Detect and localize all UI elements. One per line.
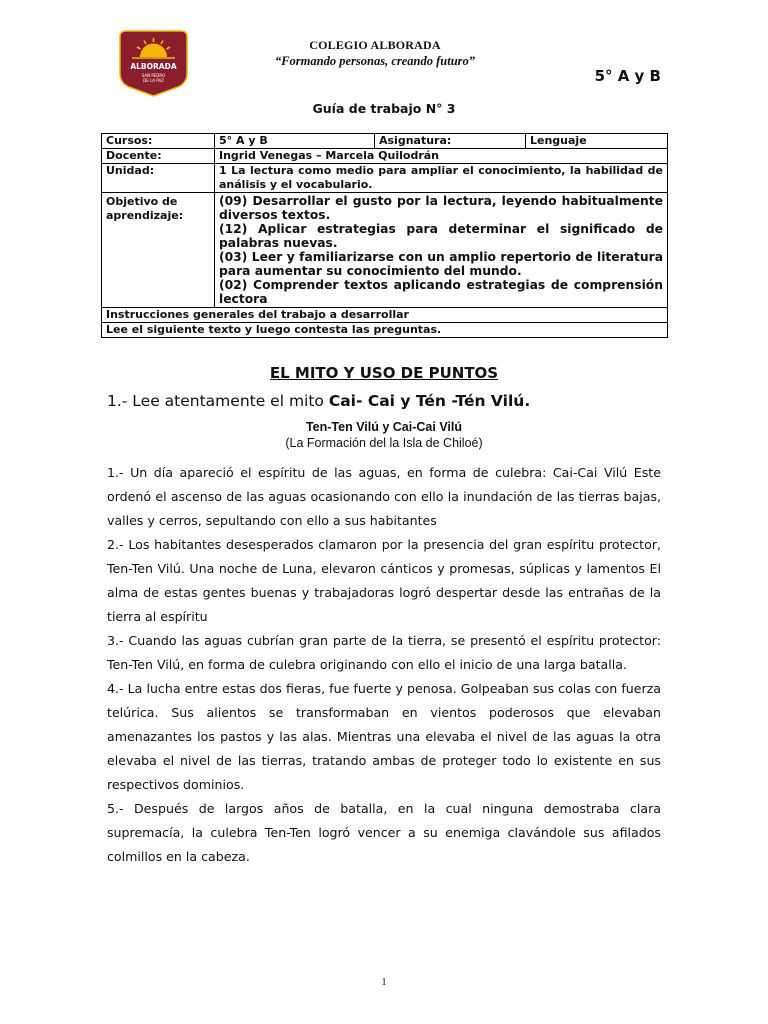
story-paragraph: 4.- La lucha entre estas dos fieras, fue fuerte y penosa. Golpeaban sus colas con fuerza telúrica. Sus alientos se transformaban en vientos poderosos que elevaban amenazantes los pastos y las alas. Mientras una elevaba el nivel de las aguas la otra elevaba el nivel de las tierras, tratando ambas de proteger todo lo existente en sus respectivos dominios. (107, 681, 661, 792)
svg-text:DE LA PAZ: DE LA PAZ (143, 78, 164, 83)
main-title: EL MITO Y USO DE PUNTOS (269, 364, 499, 382)
instruction-text: 1.- Lee atentamente el mito (107, 392, 329, 410)
story-body (107, 461, 661, 869)
school-header (180, 38, 570, 69)
asignatura-label: Asignatura: (375, 134, 526, 149)
unidad-value: 1 La lectura como medio para ampliar el conocimiento, la habilidad de análisis y el vocabulario. (215, 164, 668, 193)
story-paragraph: 1.- Un día apareció el espíritu de las aguas, en forma de culebra: Cai-Cai Vilú Este ordenó el ascenso de las aguas ocasionando con ello la inundación de las tierras bajas, valles y cerros, sepultando con ello a sus habitantes (107, 465, 661, 528)
svg-text:ALBORADA: ALBORADA (130, 62, 177, 71)
table-row (102, 323, 668, 338)
objetivo-item: (09) Desarrollar el gusto por la lectura, leyendo habitualmente diversos textos. (219, 194, 663, 222)
story-paragraph: 3.- Cuando las aguas cubrían gran parte de la tierra, se presentó el espíritu protector: Ten-Ten Vilú, en forma de culebra originando con ello el inicio de una larga batalla. (107, 633, 661, 672)
table-row (102, 308, 668, 323)
school-name: COLEGIO ALBORADA (309, 38, 441, 52)
story-paragraph: 5.- Después de largos años de batalla, en la cual ninguna demostraba clara supremacía, la culebra Ten-Ten logró vencer a su enemiga clavándole sus afilados colmillos en la cabeza. (107, 801, 661, 864)
objetivo-item: (02) Comprender textos aplicando estrategias de comprensión lectora (219, 278, 663, 306)
cursos-value: 5° A y B (215, 134, 375, 149)
unidad-label: Unidad: (102, 164, 215, 193)
myth-name: Cai- Cai y Tén -Tén Vilú. (328, 392, 531, 410)
table-row (102, 149, 668, 164)
objetivo-item: (12) Aplicar estrategias para determinar el significado de palabras nuevas. (219, 222, 663, 250)
objetivos-cell (215, 193, 668, 308)
instrucciones-text: Lee el siguiente texto y luego contesta las preguntas. (102, 323, 668, 338)
page-number: 1 (381, 977, 387, 988)
school-motto: “Formando personas, creando futuro” (274, 54, 476, 68)
cursos-label: Cursos: (102, 134, 215, 149)
table-row (102, 134, 668, 149)
school-logo (118, 29, 189, 97)
docente-value: Ingrid Venegas – Marcela Quilodrán (215, 149, 668, 164)
grade-label: 5° A y B (594, 67, 661, 85)
table-row (102, 164, 668, 193)
table-row (102, 193, 668, 308)
info-table (101, 133, 668, 338)
story-title: Ten-Ten Vilú y Cai-Cai Vilú (305, 420, 463, 434)
asignatura-value: Lenguaje (526, 134, 668, 149)
guide-title: Guía de trabajo N° 3 (312, 101, 456, 116)
objetivo-label: Objetivo de aprendizaje: (102, 193, 215, 308)
docente-label: Docente: (102, 149, 215, 164)
objetivo-item: (03) Leer y familiarizarse con un amplio repertorio de literatura para aumentar su conocimiento del mundo. (219, 250, 663, 278)
svg-text:SAN PEDRO: SAN PEDRO (141, 73, 166, 78)
instrucciones-header: Instrucciones generales del trabajo a desarrollar (102, 308, 668, 323)
story-paragraph: 2.- Los habitantes desesperados clamaron por la presencia del gran espíritu protector, Ten-Ten Vilú. Una noche de Luna, elevaron cánticos y promesas, súplicas y lamentos El alma de estas gentes buenas y trabajadoras logró despertar desde las entrañas de la tierra al espíritu (107, 537, 661, 624)
reading-instruction (107, 392, 530, 410)
story-subtitle: (La Formación del la Isla de Chiloé) (285, 436, 483, 450)
